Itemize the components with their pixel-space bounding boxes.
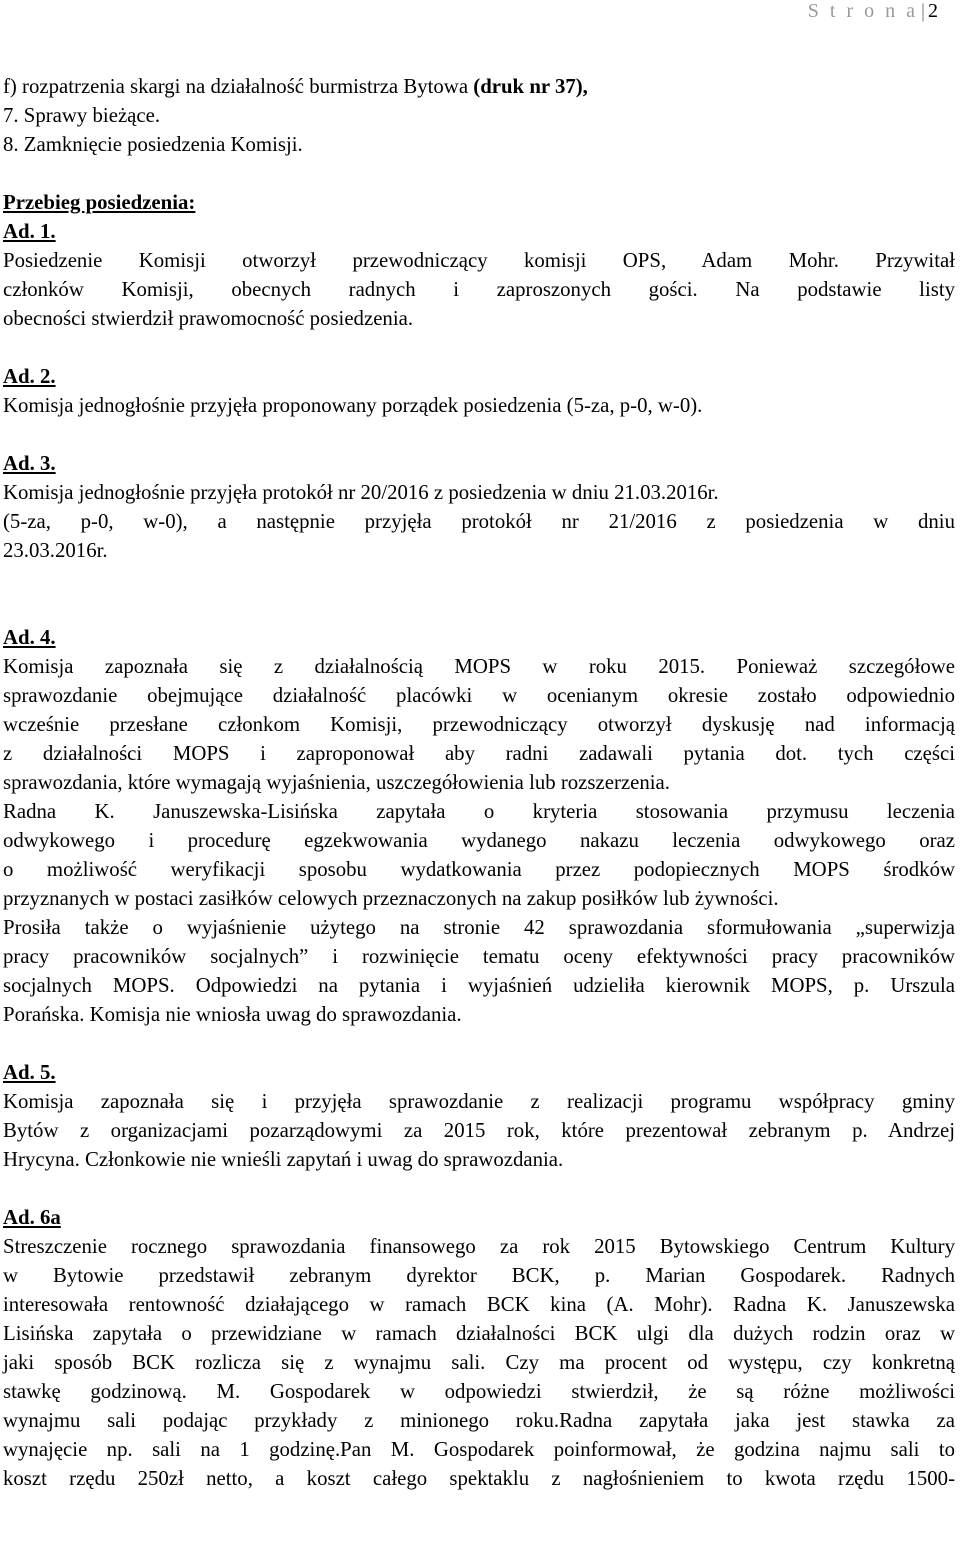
ad4-line: pracy pracowników socjalnych” i rozwinięcie tematu oceny efektywności pracy pracowników: [3, 945, 955, 968]
ad3-title: Ad. 3.: [3, 452, 56, 475]
ad4-line: wcześnie przesłane członkom Komisji, przewodniczący otworzył dyskusję nad informacją: [3, 713, 955, 736]
ad1-title: Ad. 1.: [3, 220, 56, 243]
document-body: [3, 72, 955, 1493]
ad6a-line: koszt rzędu 250zł netto, a koszt całego spektaklu z nagłośnieniem to kwota rzędu 1500-: [3, 1467, 955, 1490]
ad4-line: o możliwość weryfikacji sposobu wydatkowania przez podopiecznych MOPS środków: [3, 858, 955, 881]
ad4-line: z działalności MOPS i zaproponował aby radni zadawali pytania dot. tych części: [3, 742, 955, 765]
ad5-line: Komisja zapoznała się i przyjęła sprawozdanie z realizacji programu współpracy gminy: [3, 1090, 955, 1113]
ad6a-line: jaki sposób BCK rozlicza się z wynajmu sali. Czy ma procent od występu, czy konkretną: [3, 1351, 955, 1374]
ad5-line: Bytów z organizacjami pozarządowymi za 2015 rok, które prezentował zebranym p. Andrzej: [3, 1119, 955, 1142]
page-separator: |: [920, 0, 925, 22]
ad4-line: Komisja zapoznała się z działalnością MOPS w roku 2015. Ponieważ szczegółowe: [3, 655, 955, 678]
ad6a-line: Lisińska zapytała o przewidziane w ramach działalności BCK ulgi dla dużych rodzin oraz w: [3, 1322, 955, 1345]
ad4-line: sprawozdanie obejmujące działalność placówki w ocenianym okresie zostało odpowiednio: [3, 684, 955, 707]
agenda-item-f: f) rozpatrzenia skargi na działalność burmistrza Bytowa (druk nr 37),: [3, 75, 588, 98]
agenda-item-8: 8. Zamknięcie posiedzenia Komisji.: [3, 133, 303, 156]
agenda-item-7: 7. Sprawy bieżące.: [3, 104, 161, 127]
ad4-line: Radna K. Januszewska-Lisińska zapytała o kryteria stosowania przymusu leczenia: [3, 800, 955, 823]
ad4-line: odwykowego i procedurę egzekwowania wydanego nakazu leczenia odwykowego oraz: [3, 829, 955, 852]
ad5-title: Ad. 5.: [3, 1061, 56, 1084]
ad1-line: Posiedzenie Komisji otworzył przewodniczący komisji OPS, Adam Mohr. Przywitał: [3, 249, 955, 272]
page-number: 2: [928, 0, 938, 22]
ad4-title: Ad. 4.: [3, 626, 56, 649]
ad6a-line: w Bytowie przedstawił zebranym dyrektor BCK, p. Marian Gospodarek. Radnych: [3, 1264, 955, 1287]
ad4-line: Porańska. Komisja nie wniosła uwag do sprawozdania.: [3, 1003, 462, 1026]
ad2-line: Komisja jednogłośnie przyjęła proponowany porządek posiedzenia (5-za, p-0, w-0).: [3, 394, 703, 417]
ad6a-line: interesowała rentowność działającego w ramach BCK kina (A. Mohr). Radna K. Januszewska: [3, 1293, 955, 1316]
ad5-line: Hrycyna. Członkowie nie wnieśli zapytań i uwag do sprawozdania.: [3, 1148, 564, 1171]
ad4-line: socjalnych MOPS. Odpowiedzi na pytania i wyjaśnień udzieliła kierownik MOPS, p. Urszula: [3, 974, 955, 997]
ad6a-line: Streszczenie rocznego sprawozdania finansowego za rok 2015 Bytowskiego Centrum Kultury: [3, 1235, 955, 1258]
ad1-line: obecności stwierdził prawomocność posiedzenia.: [3, 307, 414, 330]
ad4-line: sprawozdania, które wymagają wyjaśnienia, uszczegółowienia lub rozszerzenia.: [3, 771, 670, 794]
ad6a-line: stawkę godzinową. M. Gospodarek w odpowiedzi stwierdził, że są różne możliwości: [3, 1380, 955, 1403]
ad6a-title: Ad. 6a: [3, 1206, 61, 1229]
ad3-line: (5-za, p-0, w-0), a następnie przyjęła protokół nr 21/2016 z posiedzenia w dniu: [3, 510, 955, 533]
page-header: [808, 0, 938, 23]
ad3-line: 23.03.2016r.: [3, 539, 108, 562]
page-label: S t r o n a: [807, 0, 918, 22]
ad3-line: Komisja jednogłośnie przyjęła protokół nr 20/2016 z posiedzenia w dniu 21.03.2016r.: [3, 481, 719, 504]
ad6a-line: wynajmu sali podając przykłady z minionego roku.Radna zapytała jaka jest stawka za: [3, 1409, 955, 1432]
ad2-title: Ad. 2.: [3, 365, 56, 388]
ad4-line: Prosiła także o wyjaśnienie użytego na stronie 42 sprawozdania sformułowania „superwizja: [3, 916, 955, 939]
ad4-line: przyznanych w postaci zasiłków celowych przeznaczonych na zakup posiłków lub żywności.: [3, 887, 779, 910]
section-heading: Przebieg posiedzenia:: [3, 191, 196, 214]
ad6a-line: wynajęcie np. sali na 1 godzinę.Pan M. Gospodarek poinformował, że godzina najmu sali to: [3, 1438, 955, 1461]
ad1-line: członków Komisji, obecnych radnych i zaproszonych gości. Na podstawie listy: [3, 278, 955, 301]
